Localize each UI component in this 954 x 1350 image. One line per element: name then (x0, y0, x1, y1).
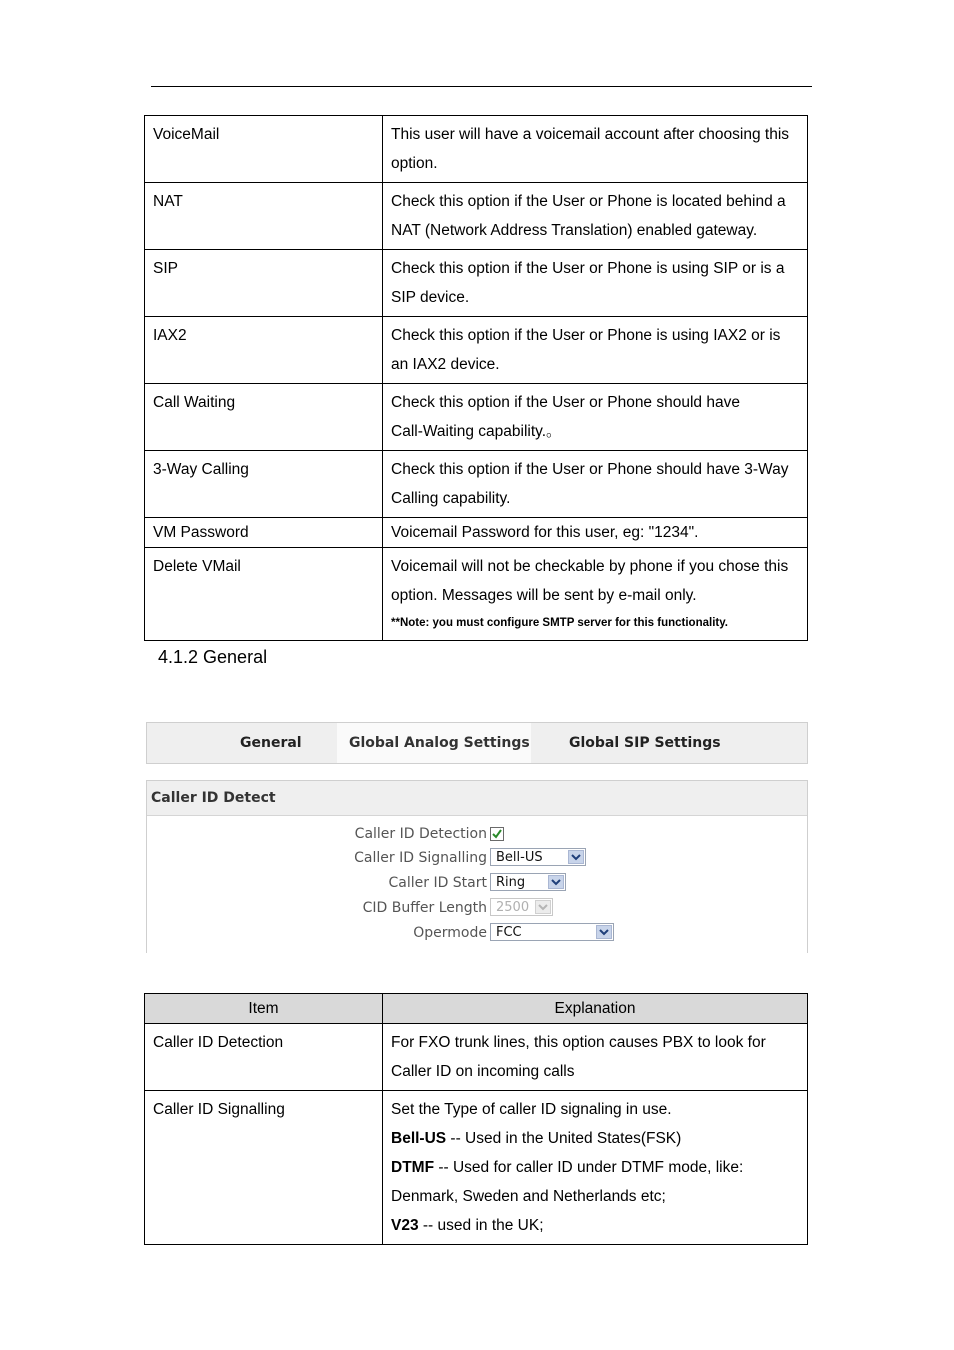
explanation-cell (383, 116, 808, 183)
chevron-down-icon (596, 925, 612, 939)
explanation-line: option. Messages will be sent by e-mail only. (391, 587, 697, 604)
caller-id-start-row (147, 872, 487, 894)
explanation-cell (383, 548, 808, 641)
explanation-line (391, 1153, 799, 1182)
explanation-cell (383, 384, 808, 451)
table-row (145, 317, 808, 384)
item-cell: NAT (145, 183, 383, 250)
item-cell: Caller ID Detection (145, 1024, 383, 1091)
table-row (145, 1024, 808, 1091)
chevron-down-icon (568, 850, 584, 864)
opermode-select[interactable] (490, 923, 614, 941)
opermode-row (147, 922, 487, 944)
chevron-down-icon (548, 875, 564, 889)
opermode-value: FCC (496, 925, 522, 940)
header-rule (151, 86, 812, 87)
explanation-cell (383, 317, 808, 384)
header-explanation: Explanation (383, 994, 808, 1024)
table-row (145, 1091, 808, 1245)
table-row (145, 384, 808, 451)
cid-buffer-length-select (490, 898, 553, 916)
tab-general[interactable] (147, 723, 337, 763)
settings-tab-bar (146, 722, 808, 764)
item-cell: SIP (145, 250, 383, 317)
explanation-line: This user will have a voicemail account after choosing this (391, 126, 790, 143)
table-row (145, 250, 808, 317)
explanation-cell (383, 1024, 808, 1091)
term-text: -- Used in the United States(FSK) (446, 1130, 682, 1147)
explanation-line: Voicemail Password for this user, eg: "1234". (391, 524, 699, 541)
tab-general-label: General (240, 735, 302, 751)
opermode-label: Opermode (413, 925, 487, 941)
explanation-cell (383, 183, 808, 250)
explanation-line: option. (391, 155, 438, 172)
explanation-line: Calling capability. (391, 490, 511, 507)
explanation-line: SIP device. (391, 289, 470, 306)
table-row (145, 451, 808, 518)
caller-id-signalling-value: Bell-US (496, 850, 543, 865)
explanation-line: For FXO trunk lines, this option causes PBX to look for (391, 1034, 766, 1051)
explanation-line (391, 1211, 799, 1240)
item-cell: VoiceMail (145, 116, 383, 183)
chevron-down-icon (535, 900, 551, 914)
explanation-line: Call-Waiting capability.。 (391, 423, 562, 440)
term-text: -- Used for caller ID under DTMF mode, like: (434, 1159, 744, 1176)
caller-id-signalling-label: Caller ID Signalling (354, 850, 487, 866)
explanation-cell (383, 451, 808, 518)
section-heading: 4.1.2 General (158, 647, 268, 667)
explanation-line (391, 1124, 799, 1153)
caller-id-detect-panel (146, 780, 808, 953)
term-text: -- used in the UK; (418, 1217, 544, 1234)
item-cell: Caller ID Signalling (145, 1091, 383, 1245)
tab-global-analog-settings[interactable] (337, 723, 531, 763)
explanation-cell (383, 250, 808, 317)
caller-id-start-label: Caller ID Start (388, 875, 487, 891)
cid-buffer-length-row (147, 897, 487, 919)
table-row (145, 548, 808, 641)
explanation-line: Denmark, Sweden and Netherlands etc; (391, 1188, 666, 1205)
cid-buffer-length-value: 2500 (496, 900, 530, 915)
tab-global-sip-settings[interactable] (531, 723, 807, 763)
header-item: Item (145, 994, 383, 1024)
explanation-cell (383, 518, 808, 548)
explanation-line: Check this option if the User or Phone is using IAX2 or is (391, 327, 781, 344)
tab-global-sip-settings-label: Global SIP Settings (569, 735, 721, 751)
term-v23: V23 (391, 1217, 419, 1234)
explanation-cell (383, 1091, 808, 1245)
item-cell: Call Waiting (145, 384, 383, 451)
explanation-line: Check this option if the User or Phone should have 3-Way (391, 461, 789, 478)
explanation-line: an IAX2 device. (391, 356, 500, 373)
checkmark-icon (492, 829, 502, 839)
note-text: **Note: you must configure SMTP server for this functionality. (391, 617, 728, 629)
user-options-table (144, 115, 808, 641)
caller-id-signalling-select[interactable] (490, 848, 586, 866)
caller-id-detection-checkbox[interactable] (490, 827, 504, 841)
explanation-line: Voicemail will not be checkable by phone if you chose this (391, 558, 789, 575)
table-row (145, 116, 808, 183)
table-header-row (145, 994, 808, 1024)
term-bell-us: Bell-US (391, 1130, 447, 1147)
explanation-line: Check this option if the User or Phone is located behind a (391, 193, 786, 210)
caller-id-start-select[interactable] (490, 873, 566, 891)
explanation-line: NAT (Network Address Translation) enabled gateway. (391, 222, 758, 239)
tab-global-analog-settings-label: Global Analog Settings (349, 735, 530, 751)
explanation-line: Check this option if the User or Phone should have (391, 394, 740, 411)
explanation-line: Check this option if the User or Phone is using SIP or is a (391, 260, 785, 277)
item-cell: 3-Way Calling (145, 451, 383, 518)
table-row (145, 518, 808, 548)
caller-id-signalling-row (147, 847, 487, 869)
caller-id-explanation-table (144, 993, 808, 1245)
item-cell: IAX2 (145, 317, 383, 384)
caller-id-detection-row (147, 823, 487, 845)
explanation-line: Caller ID on incoming calls (391, 1063, 575, 1080)
term-dtmf: DTMF (391, 1159, 435, 1176)
table-row (145, 183, 808, 250)
item-cell: Delete VMail (145, 548, 383, 641)
caller-id-start-value: Ring (496, 875, 526, 890)
item-cell: VM Password (145, 518, 383, 548)
panel-title: Caller ID Detect (147, 781, 807, 816)
cid-buffer-length-label: CID Buffer Length (362, 900, 487, 916)
caller-id-detection-label: Caller ID Detection (354, 826, 487, 842)
explanation-line: Set the Type of caller ID signaling in use. (391, 1101, 672, 1118)
